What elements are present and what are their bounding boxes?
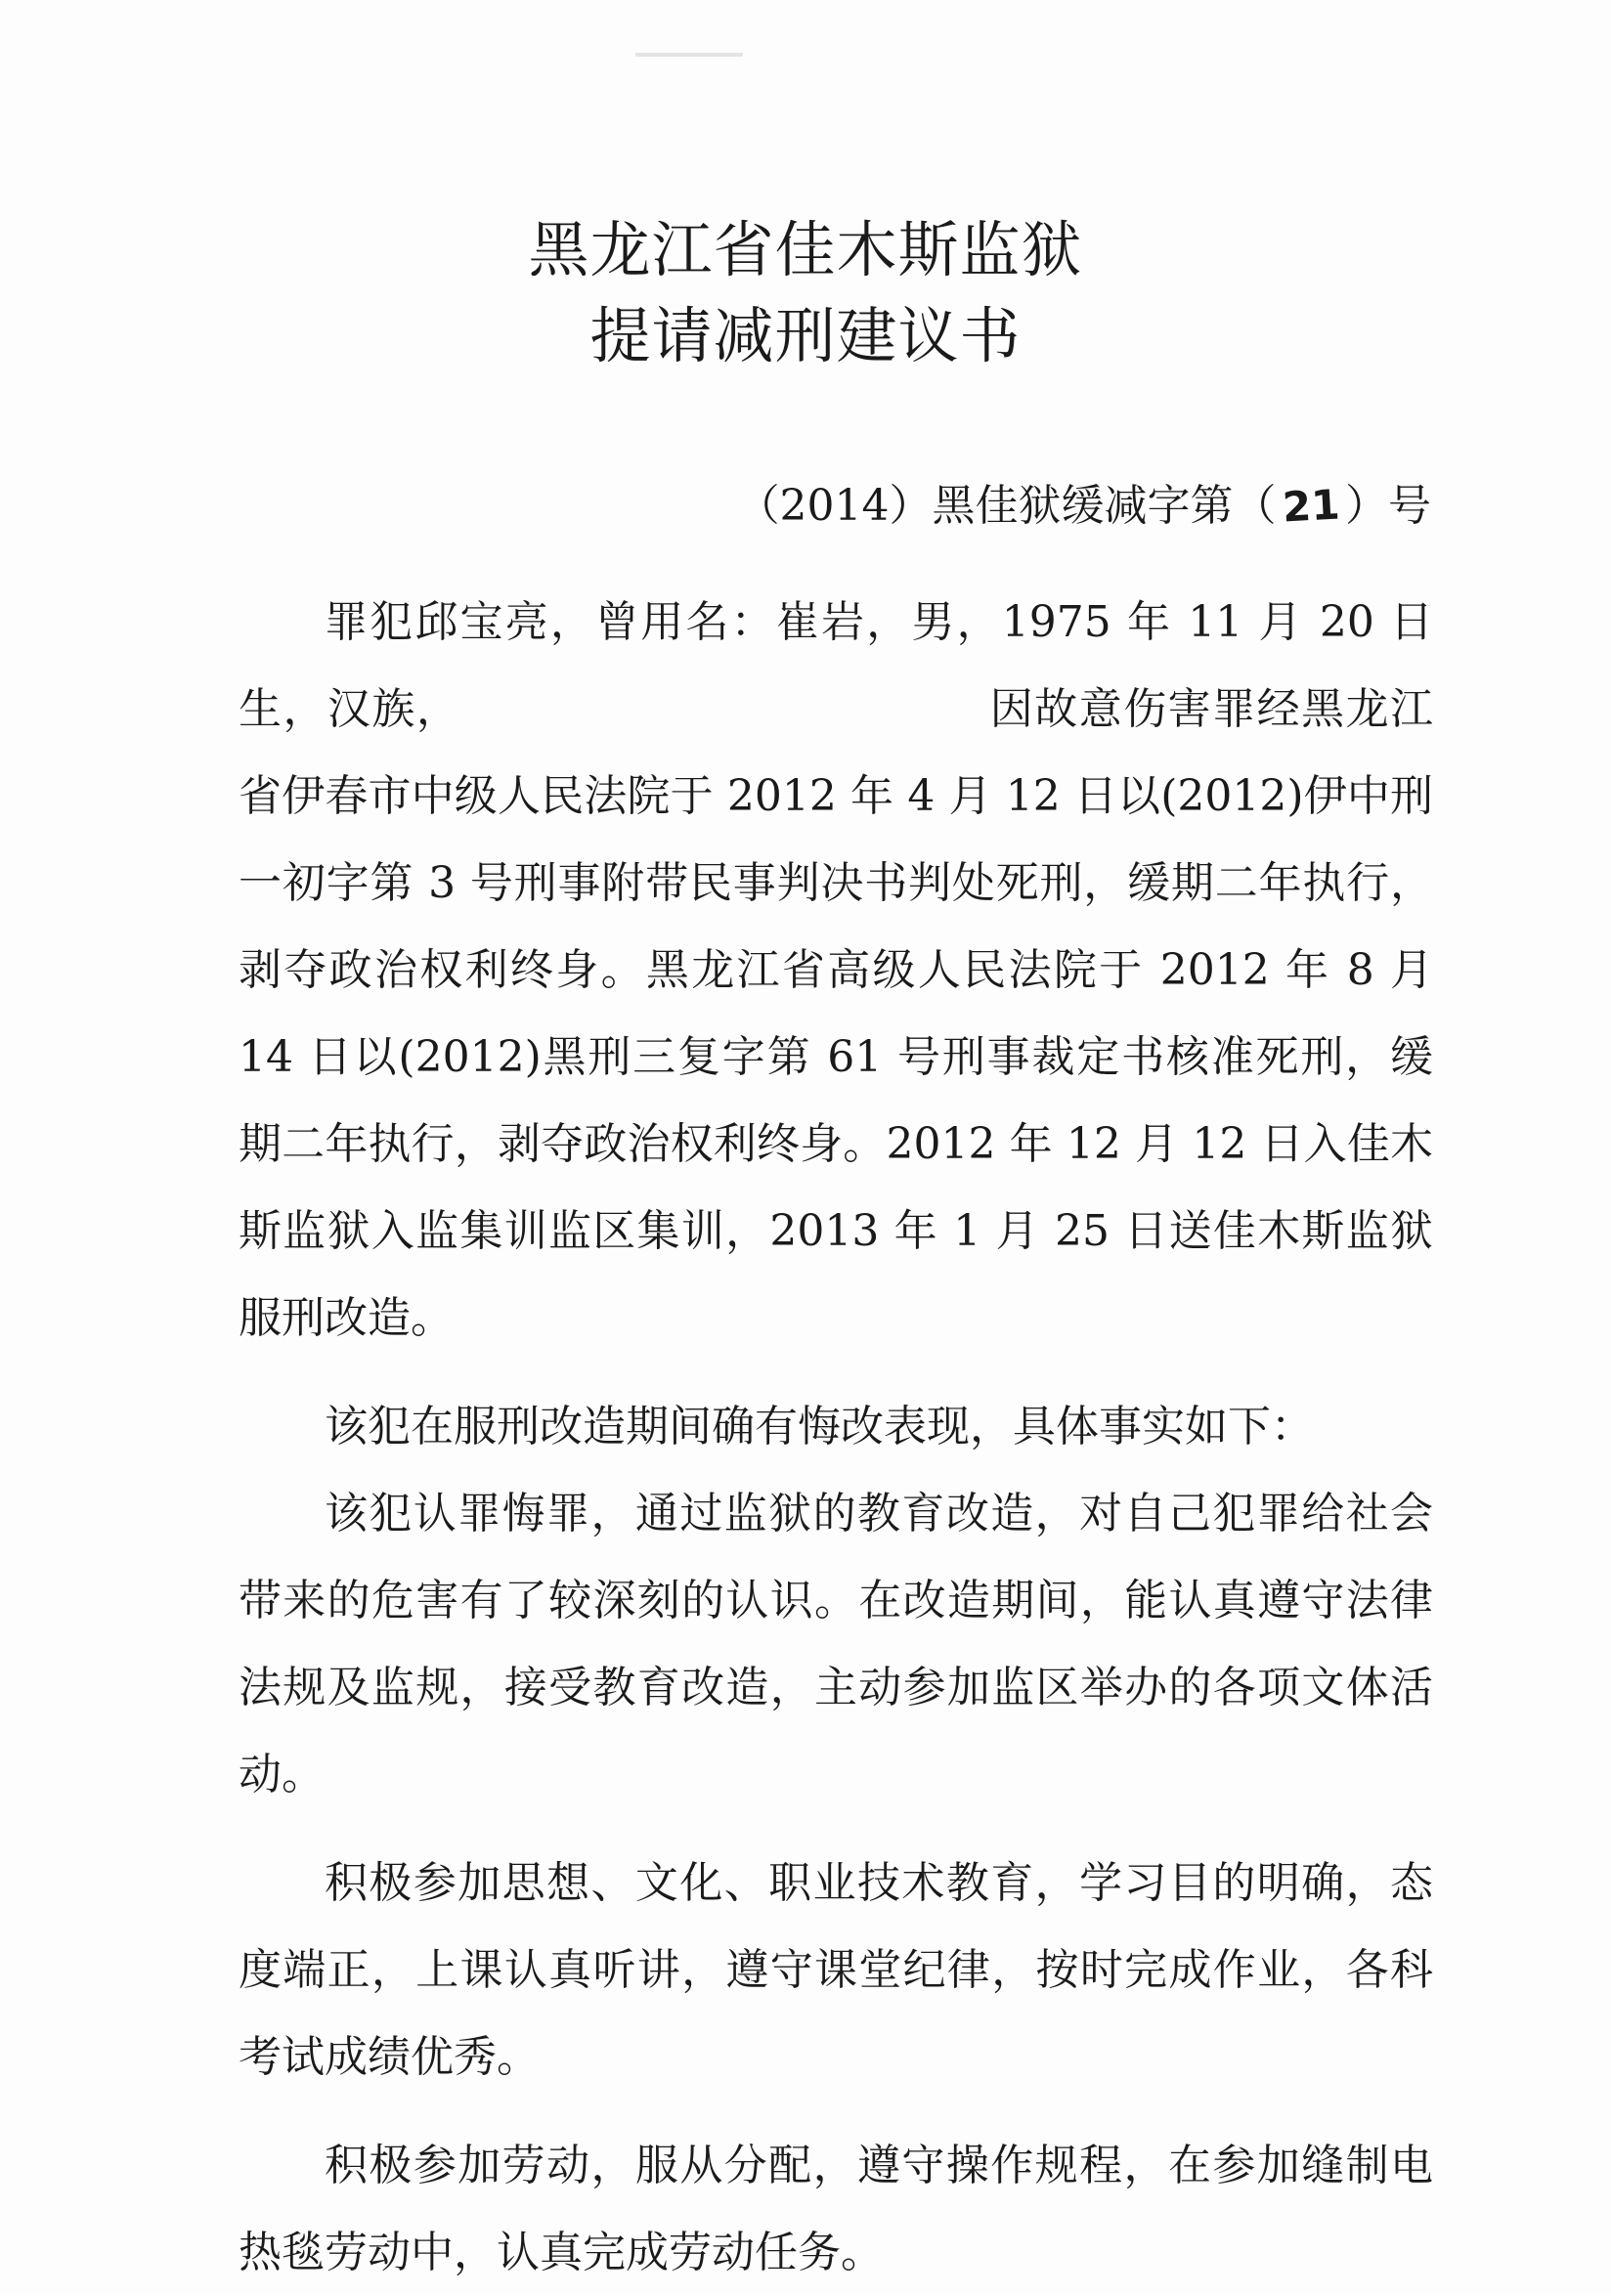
document-number-suffix: ）号 [1345,481,1431,531]
document-body [239,579,1433,2296]
paragraph-education: 积极参加思想、文化、职业技术教育，学习目的明确，态度端正，上课认真听讲，遵守课堂纪律，按时完成作业，各科考试成绩优秀。 [239,1858,1433,2082]
paragraph-criminal-info [239,579,1433,1362]
paragraph-intro: 该犯在服刑改造期间确有悔改表现，具体事实如下： [325,1402,1314,1451]
paragraph-labor: 积极参加劳动，服从分配，遵守操作规程，在参加缝制电热毯劳动中，认真完成劳动任务。 [239,2141,1433,2277]
paragraph-criminal-info-part2: 因故意伤害罪经黑龙江省伊春市中级人民法院于 2012 年 4 月 12 日以(2012)伊中刑一初字第 3 号刑事附带民事判决书判处死刑，缓期二年执行，剥夺政治权利终身。黑龙江省高级人民法院于 2012 年 8 月 14 日以(2012)黑刑三复字第 61 号刑事裁定书核准死刑，缓期二年执行，剥夺政治权利终身。2012 年 12 月 12 日入佳木斯监狱入监集训监区集训，2013 年 1 月 25 日送佳木斯监狱服刑改造。 [239,684,1434,1343]
document-number [736,480,1431,532]
document-title-line1: 黑龙江省佳木斯监狱 [528,214,1083,285]
document-number-prefix: （2014）黑佳狱缓减字第（ [736,481,1277,531]
paragraph-criminal-info-part1: 罪犯邱宝亮，曾用名：崔岩，男，1975 年 11 月 20 日生，汉族， [239,597,1433,734]
document-title-line2: 提请减刑建议书 [589,300,1022,371]
document-number-handwritten: 21 [1281,480,1341,532]
scan-artifact [635,53,743,57]
paragraph-remorse: 该犯认罪悔罪，通过监狱的教育改造，对自己犯罪给社会带来的危害有了较深刻的认识。在改造期间，能认真遵守法律法规及监规，接受教育改造，主动参加监区举办的各项文体活动。 [239,1489,1433,1799]
